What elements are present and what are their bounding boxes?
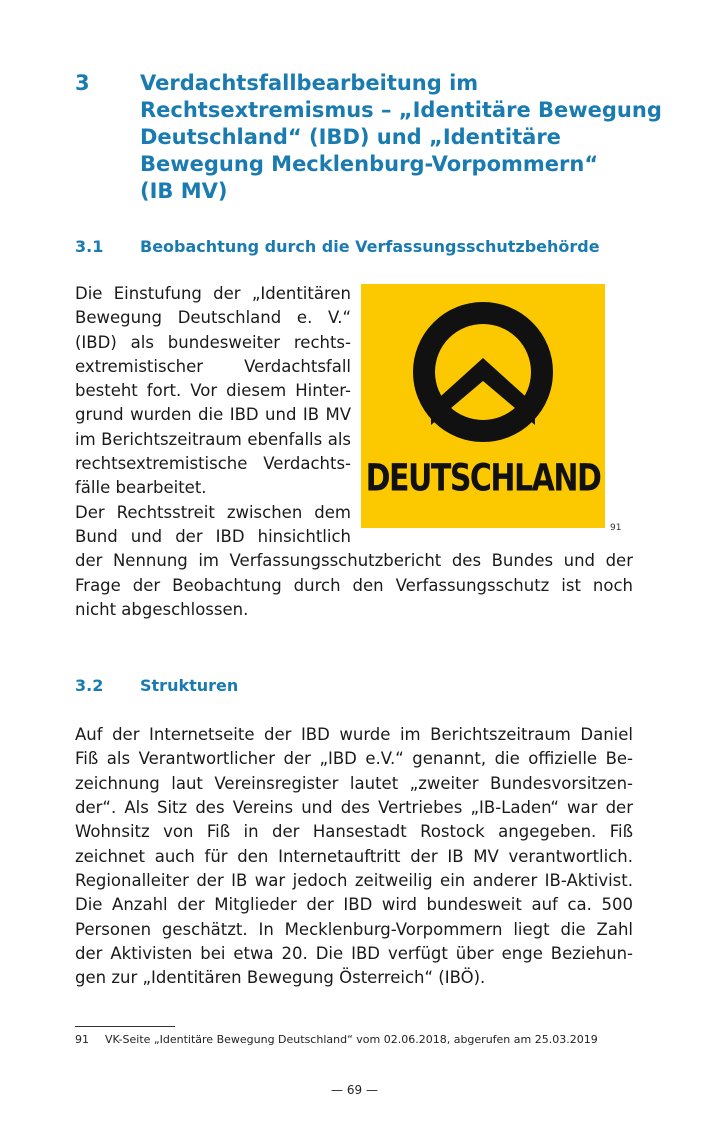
figure-footnote-ref: 91 (610, 523, 622, 533)
text-line: nicht abgeschlossen. (75, 599, 249, 619)
paragraph-observation (75, 282, 633, 622)
subsection-title: Beobachtung durch die Verfassungsschutzbehörde (140, 237, 600, 256)
text-line: rechtsextremistische Verdachts- (75, 454, 351, 474)
text-line: Personen geschätzt. In Mecklenburg-Vorpommern liegt die Zahl (75, 919, 633, 939)
text-line: Auf der Internetseite der IBD wurde im Berichtszeitraum Daniel (75, 725, 633, 745)
text-line: Die Anzahl der Mitglieder der IBD wird bundesweit auf ca. 500 (75, 895, 633, 915)
text-line: der Nennung im Verfassungsschutzbericht des Bundes und der (75, 551, 633, 571)
text-line: Wohnsitz von Fiß in der Hansestadt Rostock angegeben. Fiß (75, 822, 633, 842)
logo-figure (361, 284, 633, 533)
subsection-number: 3.1 (75, 237, 104, 256)
text-line: extremistischer Verdachtsfall (75, 356, 351, 376)
text-line: zeichnet auch für den Internetauftritt der IB MV verantwortlich. (75, 846, 633, 866)
text-line: Frage der Beobachtung durch den Verfassungsschutz ist noch (75, 575, 633, 595)
text-line: im Berichtszeitraum ebenfalls als (75, 429, 351, 449)
section-title-line: Deutschland“ (IBD) und „Identitäre (140, 125, 561, 149)
text-line: zeichnung laut Vereinsregister lautet „zweiter Bundesvorsitzen- (75, 773, 633, 793)
section-title (140, 70, 662, 205)
subsection-heading-3-1 (75, 237, 633, 257)
section-number: 3 (75, 71, 90, 95)
text-line: Die Einstufung der „Identitären (75, 284, 351, 303)
footnote (75, 1033, 598, 1046)
subsection-number: 3.2 (75, 676, 104, 696)
text-line: Bewegung Deutschland e. V.“ (75, 308, 351, 328)
section-title-line: Rechtsextremismus – „Identitäre Bewegung (140, 98, 662, 122)
page-number: — 69 — (331, 1083, 378, 1097)
section-title-line: Verdachtsfallbearbeitung im (140, 71, 479, 95)
logo-wordmark: DEUTSCHLAND (365, 456, 601, 501)
text-line: der“. Als Sitz des Vereins und des Vertriebes „IB-Laden“ war der (75, 798, 633, 818)
ib-logo (361, 284, 605, 528)
paragraph-structures (75, 723, 633, 990)
section-title-line: (IB MV) (140, 179, 228, 203)
text-line: (IBD) als bundesweiter rechts- (75, 332, 351, 352)
footnote-text: VK-Seite „Identitäre Bewegung Deutschland“ vom 02.06.2018, abgerufen am 25.03.2019 (105, 1033, 598, 1046)
text-line: Der Rechtsstreit zwischen dem (75, 502, 351, 522)
text-line: besteht fort. Vor diesem Hinter- (75, 381, 351, 401)
text-line: gen zur „Identitären Bewegung Österreich“ (IBÖ). (75, 968, 486, 988)
text-line: fälle bearbeitet. (75, 478, 207, 498)
text-line: grund wurden die IBD und IB MV (75, 405, 351, 425)
footnote-number: 91 (75, 1033, 89, 1046)
text-line: Bund und der IBD hinsichtlich (75, 526, 351, 546)
text-line: der Aktivisten bei etwa 20. Die IBD verfügt über enge Beziehun- (75, 943, 633, 963)
section-heading (75, 70, 662, 205)
section-title-line: Bewegung Mecklenburg-Vorpommern“ (140, 152, 599, 176)
text-line: Regionalleiter der IB war jedoch zeitweilig ein anderer IB-Aktivist. (75, 870, 633, 890)
footnote-divider (75, 1026, 175, 1027)
text-line: Fiß als Verantwortlicher der „IBD e.V.“ genannt, die offizielle Be- (75, 749, 633, 769)
subsection-heading-3-2 (75, 676, 633, 696)
subsection-title: Strukturen (140, 676, 239, 696)
page-content (75, 70, 662, 990)
